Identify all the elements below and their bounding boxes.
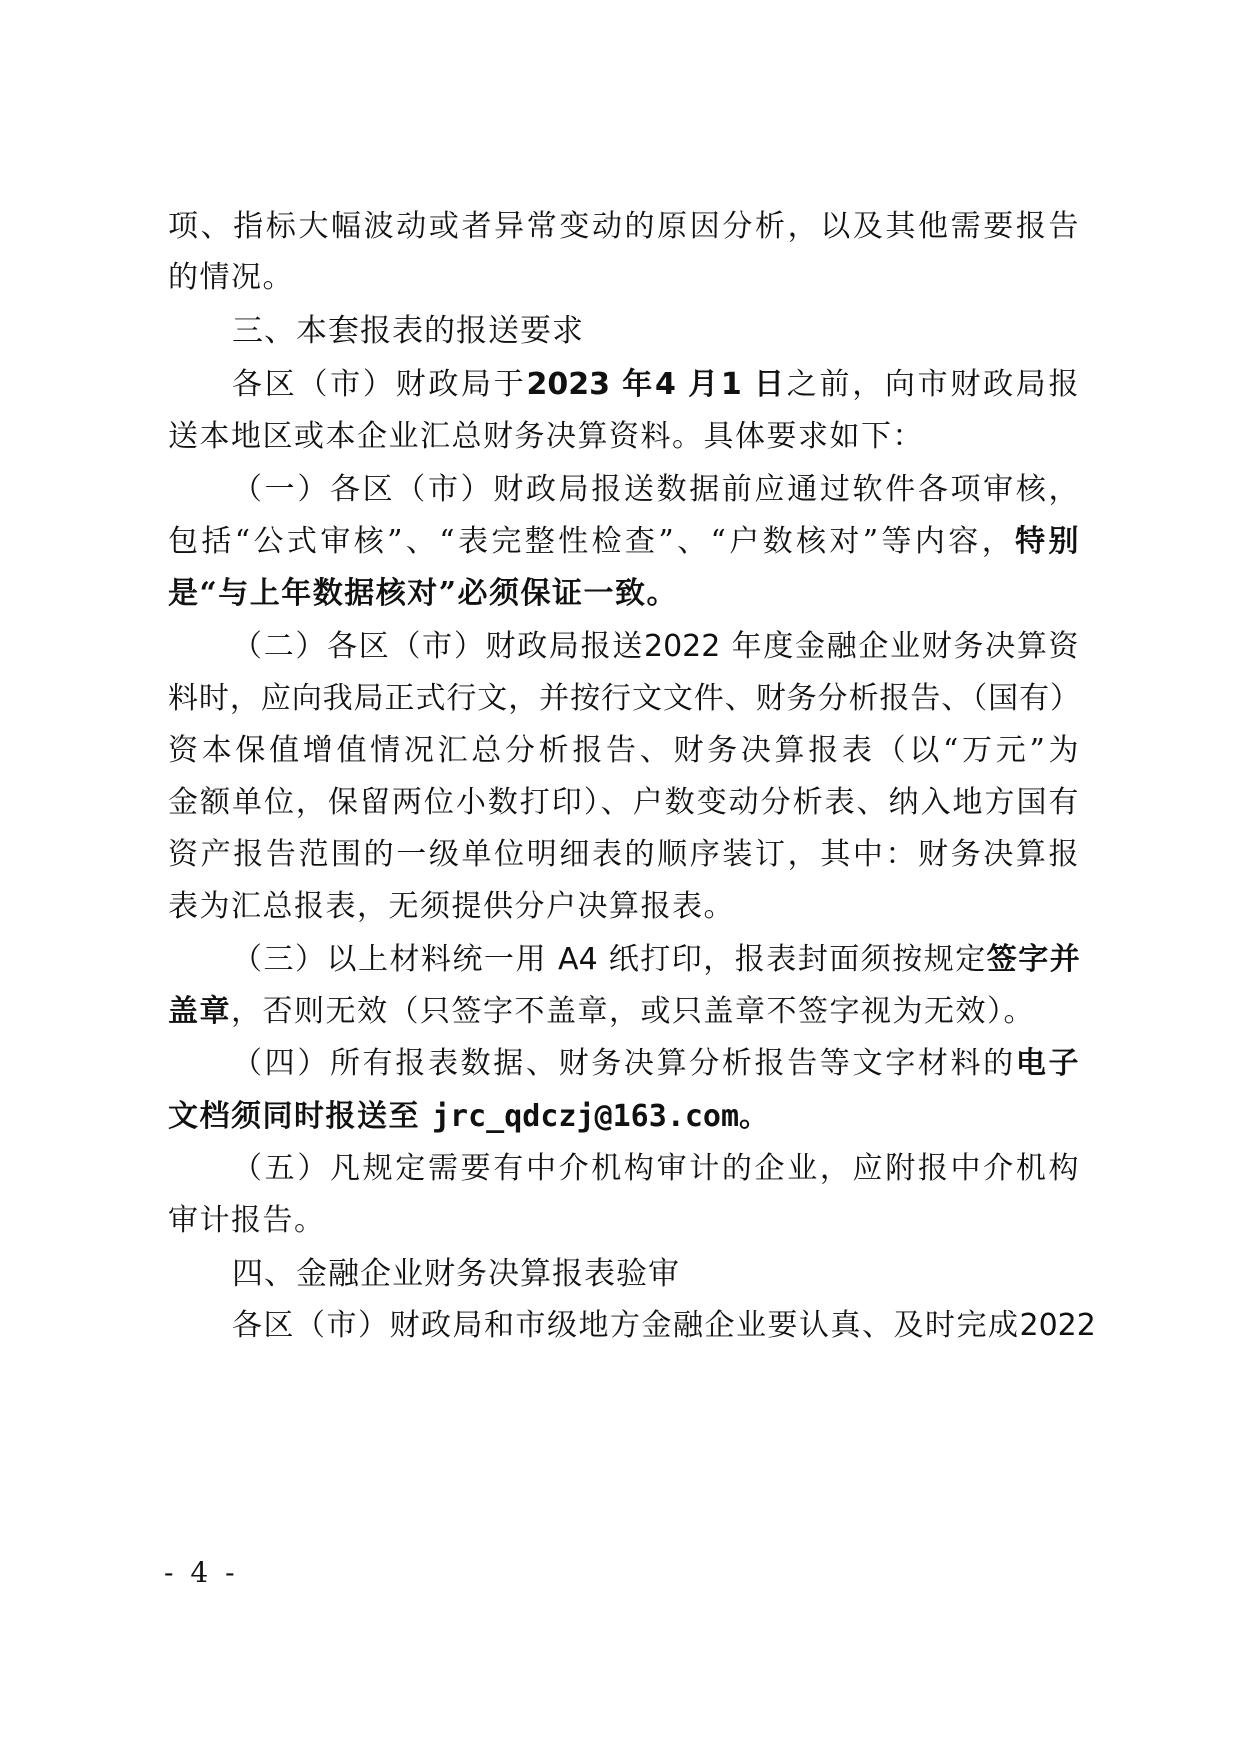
text: 的情况。 — [168, 260, 294, 295]
text: （五）凡规定需要有中介机构审计的企业，应附报中介机构 — [232, 1151, 1080, 1186]
text: 纸打印，报表封面须按规定 — [608, 942, 987, 977]
emphasis-text: 签字并 — [986, 942, 1082, 977]
text: 月 — [688, 367, 721, 402]
text: 表为汇总报表，无须提供分户决算报表。 — [168, 889, 735, 924]
paragraph-line — [232, 627, 1080, 667]
section-heading-3 — [232, 311, 1080, 351]
text: 年 — [622, 367, 655, 402]
deadline-day: 1 — [720, 367, 742, 402]
emphasis-text: 文档须同时报送至 — [168, 1099, 420, 1134]
text: 年度金融企业财务决算资 — [731, 629, 1081, 664]
paragraph-line — [168, 207, 1080, 247]
emphasis-text: 特别 — [1015, 524, 1080, 559]
paragraph-line — [168, 783, 1080, 823]
text: （一）各区（市）财政局报送数据前应通过软件各项审核， — [232, 472, 1080, 507]
text: 。 — [739, 1099, 771, 1134]
text: 各区（市）财政局和市级地方金融企业要认真、及时完成 — [232, 1308, 1020, 1343]
text: 各区（市）财政局于 — [232, 367, 527, 402]
paragraph-line — [168, 574, 1080, 614]
paragraph-line — [232, 365, 1080, 405]
text: ，否则无效（只签字不盖章，或只盖章不签字视为无效）。 — [231, 994, 1035, 1029]
paragraph-line — [168, 835, 1080, 875]
heading-text: 三、本套报表的报送要求 — [232, 313, 584, 349]
paragraph-line — [232, 1044, 1080, 1084]
paragraph-line — [168, 1201, 1080, 1241]
emphasis-text: 是“与上年数据核对”必须保证一致。 — [168, 576, 679, 611]
email-address[interactable]: jrc_qdczj@163.com — [431, 1099, 739, 1134]
paragraph-line — [168, 731, 1080, 771]
text: （四）所有报表数据、财务决算分析报告等文字材料的 — [232, 1046, 1016, 1081]
deadline-month: 4 — [655, 367, 676, 402]
paragraph-line — [232, 1306, 1096, 1346]
text: 资产报告范围的一级单位明细表的顺序装订，其中：财务决算报 — [168, 837, 1080, 872]
paragraph-line — [168, 417, 1080, 457]
paragraph-line — [168, 522, 1080, 562]
paragraph-line — [232, 1149, 1080, 1189]
paragraph-line — [232, 940, 1080, 980]
text: 日 — [754, 367, 787, 402]
year-number: 2022 — [644, 629, 721, 664]
emphasis-text: 电子 — [1015, 1046, 1081, 1081]
text: 送本地区或本企业汇总财务决算资料。具体要求如下： — [168, 419, 924, 454]
text: 资本保值增值情况汇总分析报告、财务决算报表（以“万元”为 — [168, 733, 1080, 768]
year-number: 2022 — [1019, 1308, 1096, 1343]
text: 之前，向市财政局报 — [786, 367, 1081, 402]
heading-text: 四、金融企业财务决算报表验审 — [232, 1256, 680, 1292]
text: （三）以上材料统一用 — [232, 942, 547, 977]
text: 审计报告。 — [168, 1203, 326, 1238]
text: 料时，应向我局正式行文，并按行文文件、财务分析报告、（国有） — [168, 681, 1080, 716]
paragraph-line — [168, 992, 1080, 1032]
text: 包括“公式审核”、“表完整性检查”、“户数核对”等内容， — [168, 524, 1016, 559]
text: （二）各区（市）财政局报送 — [232, 629, 644, 664]
paper-size: A4 — [558, 942, 598, 977]
emphasis-text: 盖章 — [168, 994, 231, 1029]
paragraph-line — [168, 258, 1080, 298]
paragraph-line — [168, 679, 1080, 719]
page-number: - 4 - — [164, 1556, 239, 1589]
paragraph-line — [232, 470, 1080, 510]
text: 金额单位，保留两位小数打印）、户数变动分析表、纳入地方国有 — [168, 785, 1080, 820]
section-heading-4 — [232, 1254, 1080, 1294]
paragraph-line — [168, 1097, 1080, 1137]
deadline-year: 2023 — [526, 367, 610, 402]
text: 项、指标大幅波动或者异常变动的原因分析，以及其他需要报告 — [168, 209, 1080, 244]
paragraph-line — [168, 887, 1080, 927]
